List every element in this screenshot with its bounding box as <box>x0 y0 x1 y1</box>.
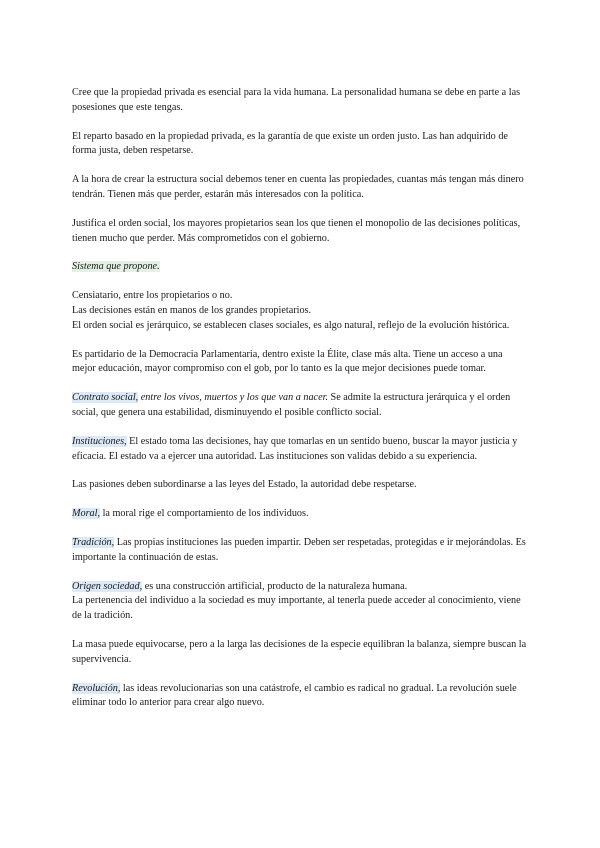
instituciones-body: El estado toma las decisiones, hay que tomarlas en un sentido bueno, buscar la mayor justicia y eficacia. El estado va a ejercer una autoridad. Las instituciones son validas debido a su experiencia. <box>72 435 518 462</box>
paragraph-instituciones <box>72 435 528 465</box>
term-contrato-social: Contrato social, <box>72 392 139 404</box>
term-tradicion: Tradición, <box>72 536 115 548</box>
heading-sistema-que-propone: Sistema que propone. <box>72 261 160 273</box>
term-origen-sociedad: Origen sociedad, <box>72 580 143 592</box>
paragraph-pasiones: Las pasiones deben subordinarse a las leyes del Estado, la autoridad debe respetarse. <box>72 479 417 491</box>
tradicion-body: Las propias instituciones las pueden impartir. Deben ser respetadas, protegidas e ir mejorándolas. Es importante la continuación de estas. <box>72 536 526 563</box>
line-orden-jerarquico: El orden social es jerárquico, se establecen clases sociales, es algo natural, reflejo de la evolución histórica. <box>72 319 510 331</box>
line-decisiones: Las decisiones están en manos de los grandes propietarios. <box>72 304 312 316</box>
term-revolucion: Revolución, <box>72 682 121 694</box>
paragraph-moral <box>72 507 528 522</box>
paragraph-orden-social: Justifica el orden social, los mayores propietarios sean los que tienen el monopolio de las decisiones políticas, tienen mucho que perder. Más comprometidos con el gobierno. <box>72 217 521 244</box>
paragraph-masa: La masa puede equivocarse, pero a la larga las decisiones de la especie equilibran la balanza, siempre buscan la supervivencia. <box>72 638 527 665</box>
contrato-italic-text: entre los vivos, muertos y los que van a nacer. <box>138 392 328 404</box>
paragraph-contrato-social <box>72 391 528 421</box>
term-moral: Moral, <box>72 508 101 520</box>
paragraph-estructura-social: A la hora de crear la estructura social debemos tener en cuenta las propiedades, cuantas más tengan más dinero tendrán. Tienen más que perder, estarán más interesados con la política. <box>72 174 524 200</box>
section-heading <box>72 260 528 275</box>
paragraph-revolucion <box>72 682 528 712</box>
moral-body: la moral rige el comportamiento de los individuos. <box>100 508 309 520</box>
paragraph-democracia: Es partidario de la Democracia Parlamentaria, dentro existe la Élite, clase más alta. Tiene un acceso a una mejor educación, mayor compromiso con el gob, por lo tanto es la que mejor decisiones puede tomar. <box>72 348 503 375</box>
revolucion-body: las ideas revolucionarias son una catástrofe, el cambio es radical no gradual. La revolución suele eliminar todo lo anterior para crear algo nuevo. <box>72 682 517 709</box>
paragraph-sistema <box>72 289 528 333</box>
paragraph-reparto: El reparto basado en la propiedad privada, es la garantía de que existe un orden justo. Las han adquirido de forma justa, deben respetarse. <box>72 130 508 157</box>
paragraph-propiedad: Cree que la propiedad privada es esencial para la vida humana. La personalidad humana se debe en parte a las posesiones que este tengas. <box>72 87 521 113</box>
contrato-body: Se admite la estructura jerárquica y el orden social, que genera una estabilidad, disminuyendo el posible conflicto social. <box>72 392 511 418</box>
paragraph-origen-sociedad <box>72 580 528 624</box>
term-instituciones: Instituciones, <box>72 435 127 447</box>
line-censiatario: Censiatario, entre los propietarios o no. <box>72 290 233 302</box>
origen-line-2: La pertenencia del individuo a la sociedad es muy importante, al tenerla puede acceder al conocimiento, viene de la tradición. <box>72 595 521 622</box>
origen-line-1: es una construcción artificial, producto de la naturaleza humana. <box>142 580 408 592</box>
paragraph-tradicion <box>72 536 528 566</box>
